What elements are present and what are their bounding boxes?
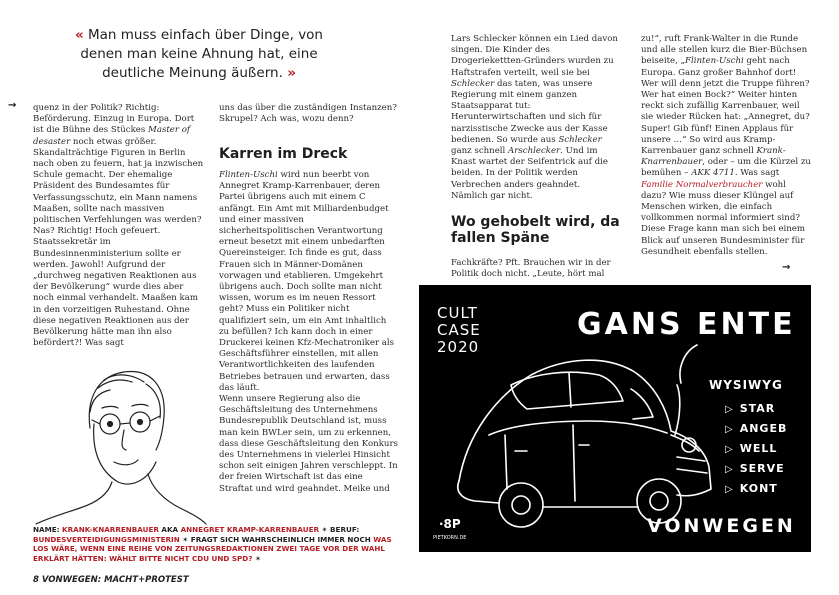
- poster-brand: VONWEGEN: [647, 515, 796, 537]
- paragraph: uns das über die zuständigen Instanzen? Skrupel? Ach was, wozu denn?: [219, 103, 397, 125]
- section-heading-wo: Wo gehobelt wird, da fallen Späne: [451, 214, 620, 246]
- paragraph: Fachkräfte? Pft. Brauchen wir in der Politik doch nicht. „Leute, hört mal: [451, 258, 611, 280]
- list-item: ▷ ANGEB: [725, 419, 787, 439]
- text-column-4: [641, 34, 811, 258]
- poster-signature: ·8P: [439, 517, 461, 531]
- poster-illustration: [419, 285, 811, 552]
- quote-text: Man muss einfach über Dinge, von denen man keine Ahnung hat, eine deutliche Meinung äußern.: [80, 27, 323, 81]
- portrait-illustration: [28, 358, 208, 526]
- page-footer: 8 VONWEGEN: MACHT+PROTEST: [33, 575, 189, 585]
- pull-quote: [64, 26, 334, 83]
- list-item: ▷ STAR: [725, 399, 787, 419]
- quote-close-mark: »: [287, 65, 296, 81]
- poster-cult-label: CULT CASE 2020: [437, 304, 481, 356]
- text-column-3: [451, 34, 619, 202]
- list-item: ▷ SERVE: [725, 459, 787, 479]
- paragraph: zu!“, ruft Frank-Walter in die Runde und alle stellen kurz die Bier-Büchsen beiseite, „Flinten-Uschi geht nach Europa. Ganz großer Bahnhof dort! Wer will denn jetzt die Truppe führen? Wer hat einen Bock?“ Weiter hinten reckt sich zufällig Karrenbauer, weil sie wieder Rücken hat: „Annegret, du? Super! Gib fünf! Einen Applaus für unsere …“ So wird aus Kramp-Karrenbauer ganz schnell Krank-Knarrenbauer, oder – um die Kürzel zu bemühen – AKK 4711. Was sagt Familie Normalverbraucher wohl dazu? Wie muss dieser Klüngel auf Menschen wirken, die einfach vollkommen normal informiert sind? Diese Frage kann man sich bei einem Blick auf unseren Bundesminister für Gesundheit ebenfalls stellen.: [641, 34, 811, 257]
- poster-item-list: [725, 399, 787, 499]
- poster-title: GANS ENTE: [577, 307, 796, 342]
- section-heading-karren: Karren im Dreck: [219, 146, 348, 162]
- paragraph: Flinten-Uschi wird nun beerbt von Annegret Kramp-Karrenbauer, deren Partei übrigens auch mit einem C anfängt. Ein Amt mit Milliardenbudget und einer massiven sicherheitspolitischen Verantwortung erneut besetzt mit einem unbedarften Quereinsteiger. Ich finde es gut, dass Frauen sich in Männer-Domänen vorwagen und etablieren. Umgekehrt übrigens auch. Doch sollte man nicht wissen, worum es im neuen Ressort geht? Muss ein Politiker nicht qualifiziert sein, um ein Amt inhaltlich zu befüllen? Ich kann doch in einer Druckerei keinen Kfz-Mechatroniker als Geschäftsführer einstellen, mit allen Verantwortlichkeiten des laufenden Betriebes betrauen und erwarten, dass das läuft.: [219, 170, 395, 393]
- paragraph: Lars Schlecker können ein Lied davon singen. Die Kinder des Drogeriekettten-Gründers wurden zu Haftstrafen verteilt, weil sie bei Schlecker das taten, was unsere Regierung mit einem ganzen Staatsapparat tut: Herunterwirtschaften und sich für narzisstische Zwecke aus der Kasse bedienen. So wurde aus Schlecker ganz schnell Arschlecker. Und im Knast wartet der Seifentrick auf die beiden. In der Politik werden Verbrechen anders geahndet. Nämlich gar nicht.: [451, 34, 618, 201]
- poster-subtitle: WYSIWYG: [709, 378, 783, 392]
- portrait-caption: NAME: KRANK-KNARRENBAUER AKA ANNEGRET KRAMP-KARRENBAUER ✶ BERUF: BUNDESVERTEIDIGUNGSMINISTERIN ✶ FRAGT SICH WAHRSCHEINLICH IMMER NOCH WAS LOS WÄRE, WENN EINE REIHE VON ZEITUNGSREDAKTIONEN ZWEI TAGE VOR DER WAHL ERKLÄRT HÄTTEN: WÄHLT BITTE NICHT CDU UND SPD? ✶: [33, 525, 392, 563]
- text-column-1: [33, 103, 205, 349]
- text-column-2: [219, 103, 399, 125]
- continuation-arrow-icon: →: [8, 100, 17, 111]
- quote-open-mark: «: [74, 27, 84, 43]
- continuation-arrow-icon: →: [782, 262, 791, 273]
- list-item: ▷ WELL: [725, 439, 787, 459]
- paragraph: quenz in der Politik? Richtig: Beförderung. Einzug in Europa. Dort ist die Bühne des Stückes Master of desaster noch etwas größer. Skandalträchtige Figuren in Berlin nach oben zu feuern, hat ja inzwischen Schule gemacht. Der ehemalige Präsident des Bundesamtes für Verfassungsschutz, ein Mann namens Maaßen, sollte nach massiven politischen Verfehlungen was werden? Nas? Richtig! Hoch gefeuert. Staatssekretär im Bundesinnenministerium sollte er werden. Jawohl! Aufgrund der „durchweg negativen Reaktionen aus der Bevölkerung“ wurde dies aber noch einmal verhandelt. Maaßen kam in den vorzeitigen Ruhestand. Ohne diese negativen Reaktionen aus der Bevölkerung hätte man ihn also befördert?! Was sagt: [33, 103, 204, 349]
- list-item: ▷ KONT: [725, 479, 787, 499]
- text-column-2-body: [219, 170, 399, 495]
- text-column-3-bottom: [451, 258, 619, 280]
- poster-signature-url: PIETKORN.DE: [433, 535, 467, 541]
- paragraph: Wenn unsere Regierung also die Geschäftsleitung des Unternehmens Bundesrepublik Deutschland ist, muss man kein BWLer sein, um zu erkennen, dass diese Geschäftsleitung den Konkurs des Unternehmens in vielerlei Hinsicht schon seit einigen Jahren verschleppt. In der freien Wirtschaft ist das eine Straftat und wird geahndet. Meike und: [219, 394, 398, 494]
